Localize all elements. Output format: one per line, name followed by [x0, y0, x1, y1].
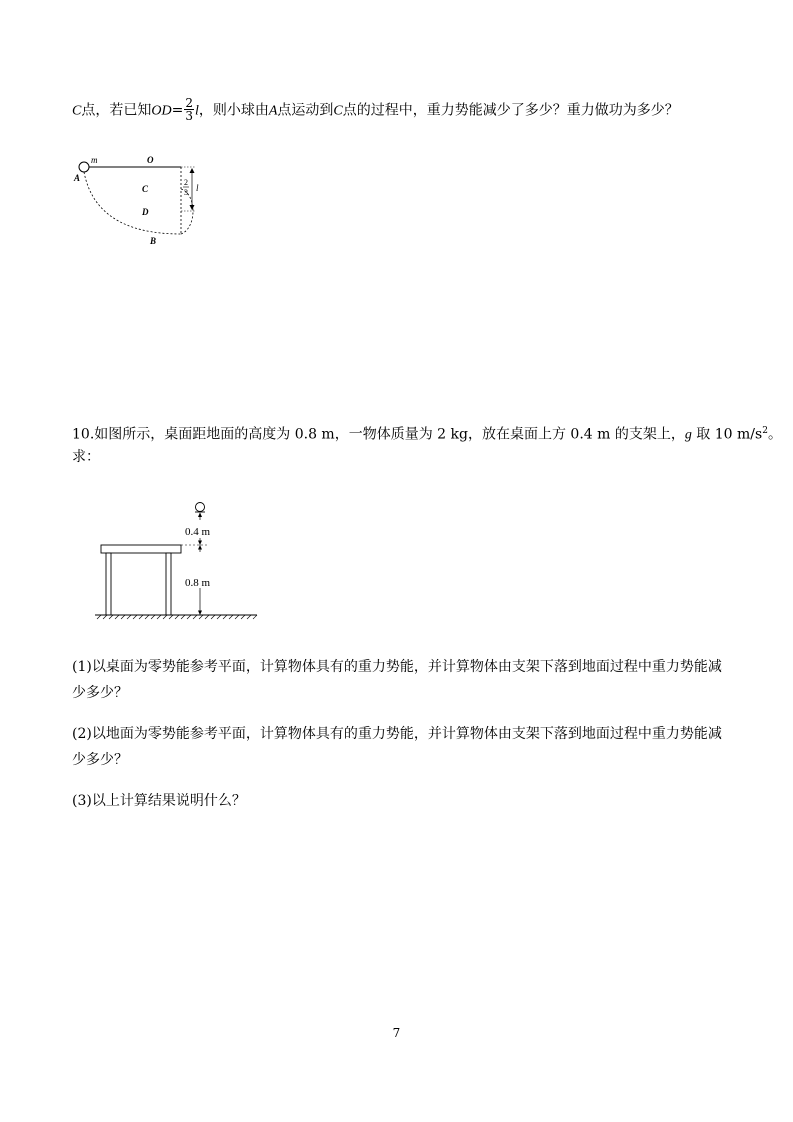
q10-part1-line2: 少多少？	[72, 685, 128, 701]
dim-frac-num: 2	[184, 178, 188, 187]
label-m: m	[91, 155, 98, 165]
label-o: O	[147, 155, 154, 165]
q10-part2-line1: (2)以地面为零势能参考平面，计算物体具有的重力势能，并计算物体由支架下落到地面过程中重力势能减	[72, 726, 722, 742]
pendulum-figure	[70, 150, 210, 250]
label-a: A	[74, 173, 81, 183]
q10-intro-b: 取 10 m/s	[691, 426, 763, 443]
dim-upper-arrow-bottom	[198, 541, 202, 546]
object-ball	[196, 503, 205, 512]
q9-text-2: 点，若已知	[81, 102, 152, 119]
q9-frac-den: 3	[185, 109, 193, 123]
arc-a-to-b	[84, 172, 181, 234]
q9-text-8: 点运动到	[277, 102, 334, 119]
dim-lower-arrow-top	[198, 545, 202, 550]
label-d: D	[142, 207, 149, 217]
dim-arrow-down	[190, 205, 195, 210]
q10-intro-a: 10.如图所示，桌面距地面的高度为 0.8 m，一物体质量为 2 kg，放在桌面上方 0.4 m 的支架上，	[72, 426, 685, 443]
ground-hatching	[97, 615, 257, 619]
table-leg-left	[106, 553, 111, 615]
dim-label-top: 0.4 m	[185, 526, 211, 538]
dim-frac-den: 3	[184, 188, 188, 197]
label-b: B	[150, 236, 157, 246]
page-number: 7	[392, 1026, 401, 1040]
dim-var-l: l	[196, 183, 199, 193]
q9-frac-num: 2	[185, 96, 193, 110]
q9-od: OD	[151, 103, 172, 119]
label-c: C	[142, 184, 149, 194]
q10-intro-line2: 求：	[72, 449, 100, 465]
q10-intro-c: 。	[767, 426, 782, 443]
q9-point-a: A	[268, 103, 278, 119]
q10-part3: (3)以上计算结果说明什么？	[72, 793, 246, 809]
q9-text-10: 点的过程中，重力势能减少了多少？重力做功为多少？	[342, 102, 679, 119]
dim-label-bottom: 0.8 m	[185, 577, 211, 589]
q10-intro-line1	[72, 421, 782, 446]
q10-sup: 2	[762, 426, 768, 436]
table-leg-right	[166, 553, 171, 615]
q9-equals: =	[171, 102, 184, 119]
dim-lower-arrow-bottom	[198, 611, 202, 616]
q9-fraction	[184, 97, 194, 122]
q9-point-c: C	[72, 103, 82, 119]
table-figure	[95, 500, 260, 620]
q9-point-c2: C	[333, 103, 343, 119]
ball-a	[79, 162, 89, 172]
q10-g: g	[684, 427, 692, 443]
q9-text-line	[72, 98, 679, 123]
q10-part2-line2: 少多少？	[72, 752, 128, 768]
q9-var-l: l	[194, 103, 199, 119]
q10-part1-line1: (1)以桌面为零势能参考平面，计算物体具有的重力势能，并计算物体由支架下落到地面过程中重力势能减	[72, 659, 722, 675]
table-top	[101, 545, 181, 553]
dim-upper-arrow-top	[198, 513, 202, 518]
q9-text-6: ，则小球由	[198, 102, 269, 119]
dim-arrow-up	[190, 168, 195, 173]
